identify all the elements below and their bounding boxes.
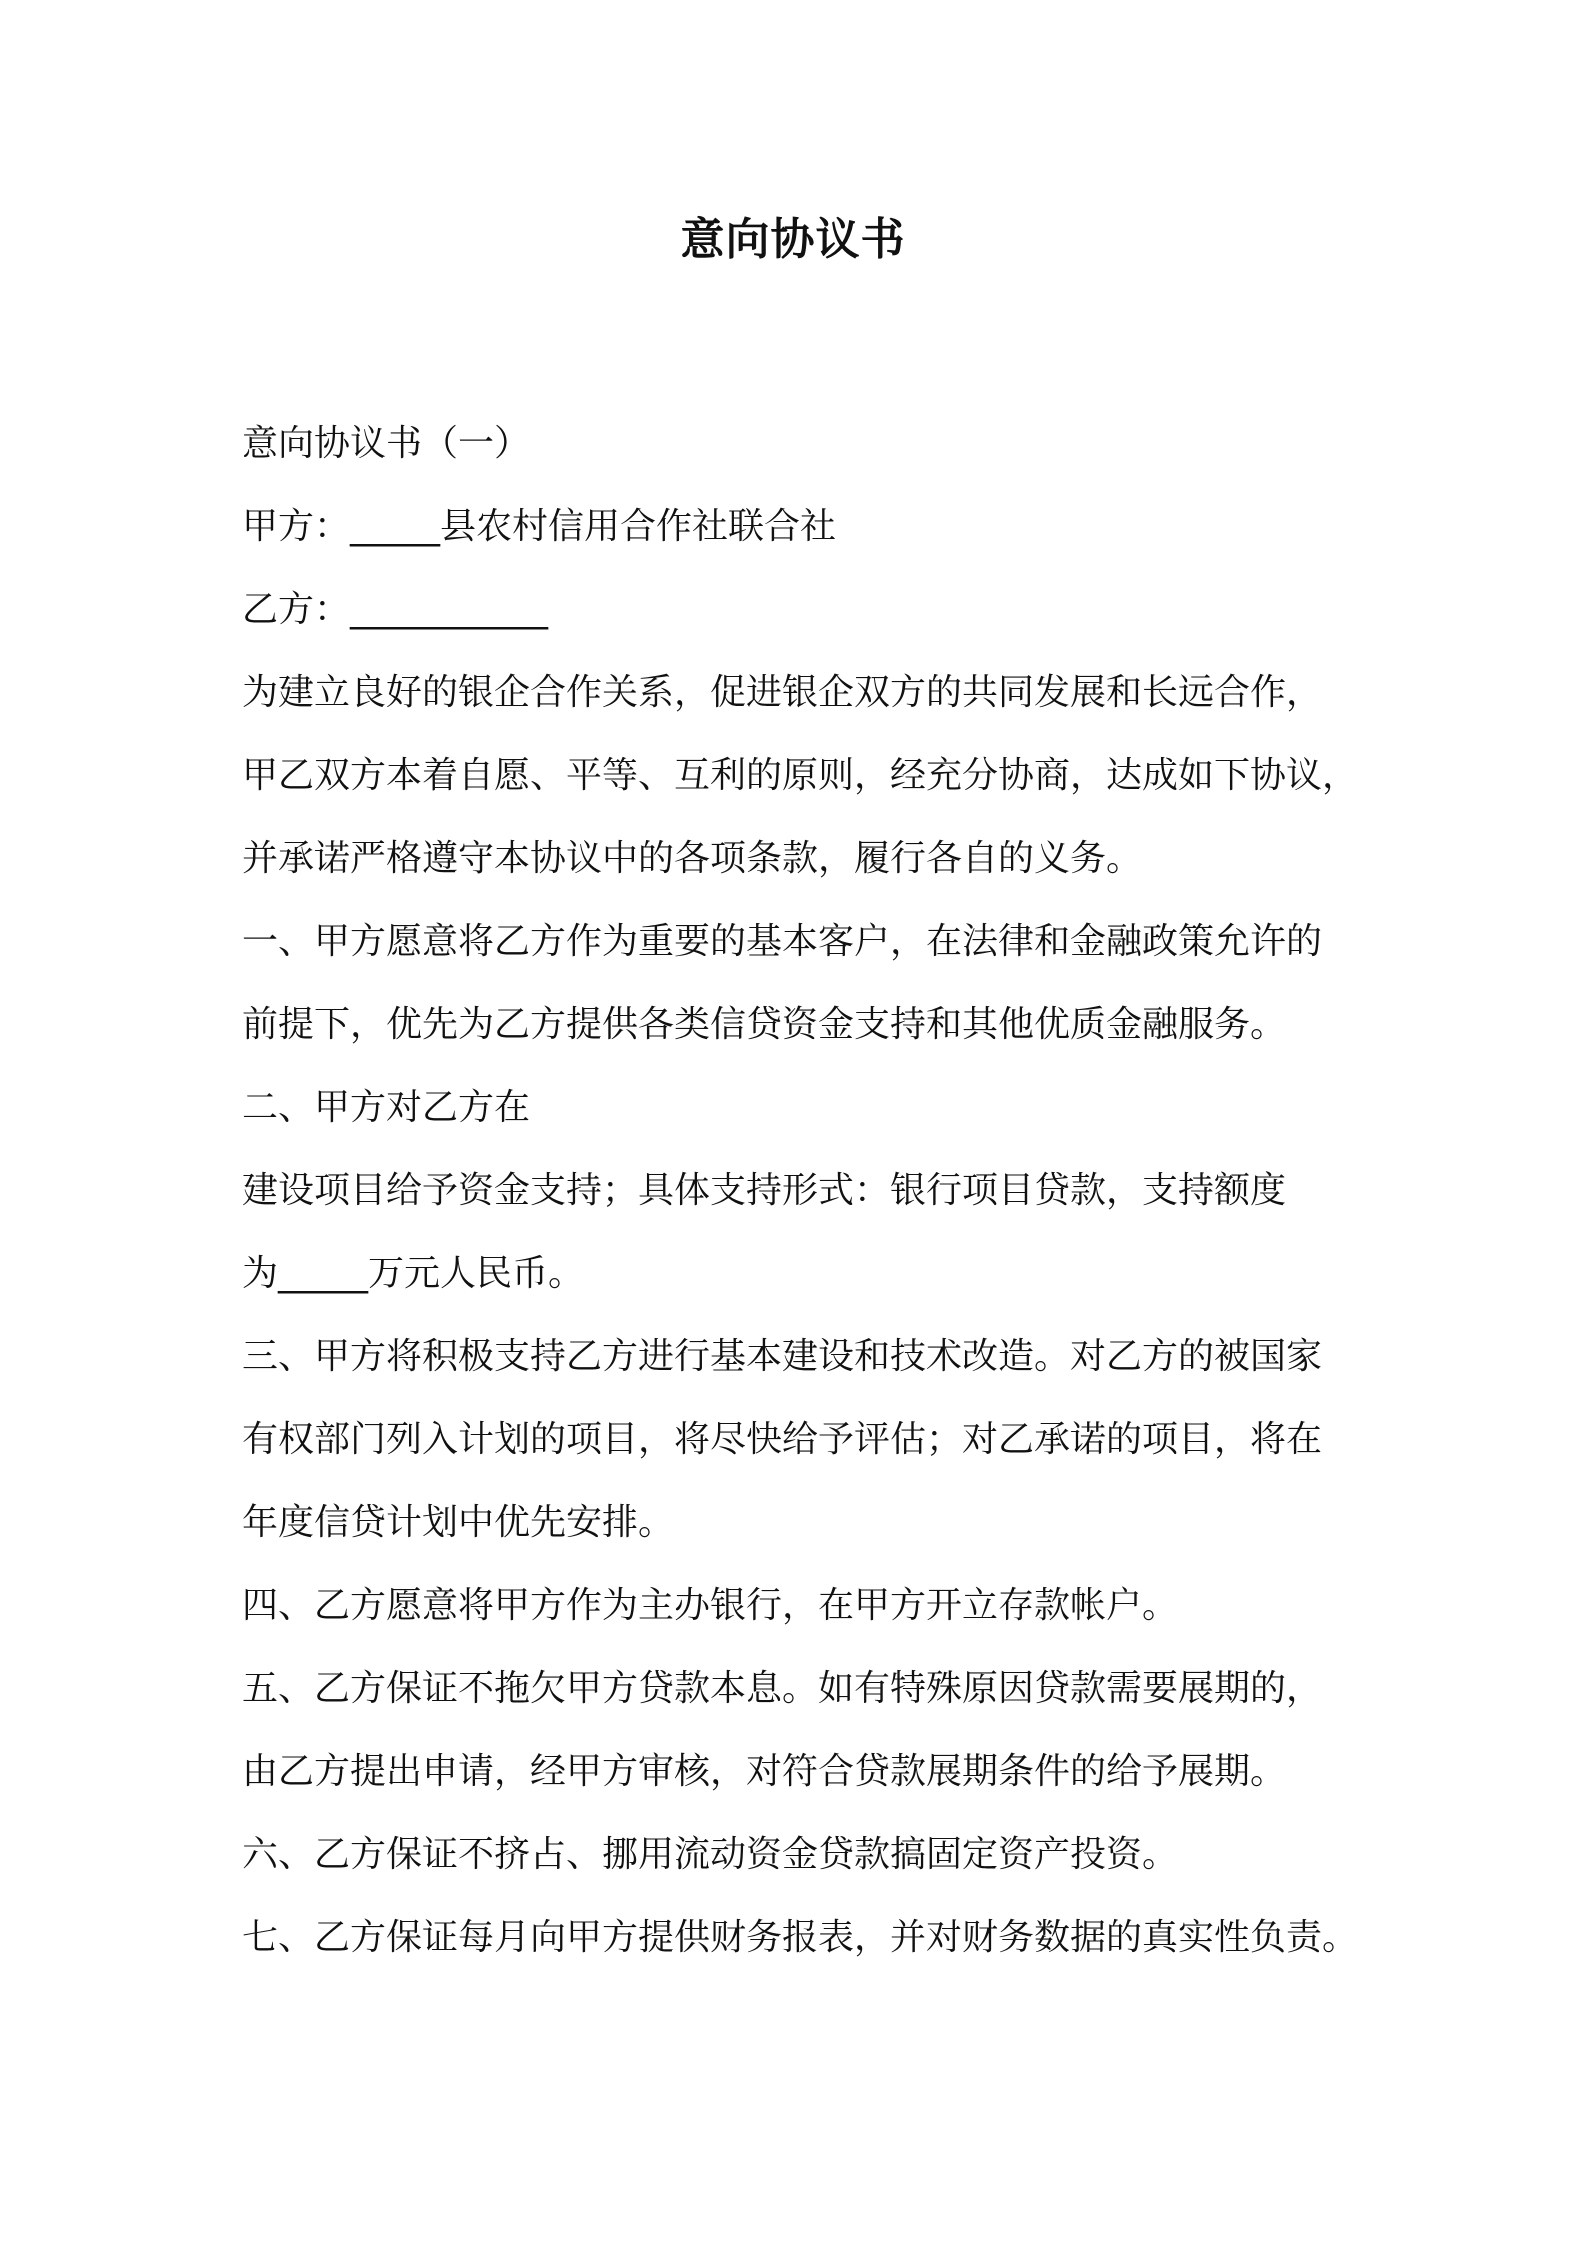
document-body xyxy=(242,402,1362,1979)
clause-5-line-1: 五、乙方保证不拖欠甲方贷款本息。如有特殊原因贷款需要展期的， xyxy=(242,1668,1323,1709)
clause-3-line-2: 有权部门列入计划的项目，将尽快给予评估；对乙承诺的项目，将在 xyxy=(242,1419,1323,1460)
party-b-line: 乙方：___________ xyxy=(242,589,549,630)
clause-6-line-1: 六、乙方保证不挤占、挪用流动资金贷款搞固定资产投资。 xyxy=(242,1834,1179,1875)
clause-7-line-1: 七、乙方保证每月向甲方提供财务报表，并对财务数据的真实性负责。 xyxy=(242,1917,1359,1958)
preamble-line-1: 为建立良好的银企合作关系，促进银企双方的共同发展和长远合作， xyxy=(242,672,1323,713)
party-a-line: 甲方：_____县农村信用合作社联合社 xyxy=(242,506,837,547)
clause-1-line-1: 一、甲方愿意将乙方作为重要的基本客户，在法律和金融政策允许的 xyxy=(242,921,1323,962)
clause-2-line-2: 建设项目给予资金支持；具体支持形式：银行项目贷款，支持额度 xyxy=(242,1170,1287,1211)
clause-3-line-1: 三、甲方将积极支持乙方进行基本建设和技术改造。对乙方的被国家 xyxy=(242,1336,1323,1377)
clause-1-line-2: 前提下，优先为乙方提供各类信贷资金支持和其他优质金融服务。 xyxy=(242,1004,1287,1045)
document-title: 意向协议书 xyxy=(680,214,906,265)
preamble-line-2: 甲乙双方本着自愿、平等、互利的原则，经充分协商，达成如下协议， xyxy=(242,755,1359,796)
clause-4-line-1: 四、乙方愿意将甲方作为主办银行，在甲方开立存款帐户。 xyxy=(242,1585,1179,1626)
clause-5-line-2: 由乙方提出申请，经甲方审核，对符合贷款展期条件的给予展期。 xyxy=(242,1751,1287,1792)
clause-2-line-1: 二、甲方对乙方在 xyxy=(242,1087,531,1128)
preamble-line-3: 并承诺严格遵守本协议中的各项条款，履行各自的义务。 xyxy=(242,838,1143,879)
clause-2-line-3: 为_____万元人民币。 xyxy=(242,1253,585,1294)
subtitle-line: 意向协议书（一） xyxy=(242,423,531,464)
clause-3-line-3: 年度信贷计划中优先安排。 xyxy=(242,1502,675,1543)
